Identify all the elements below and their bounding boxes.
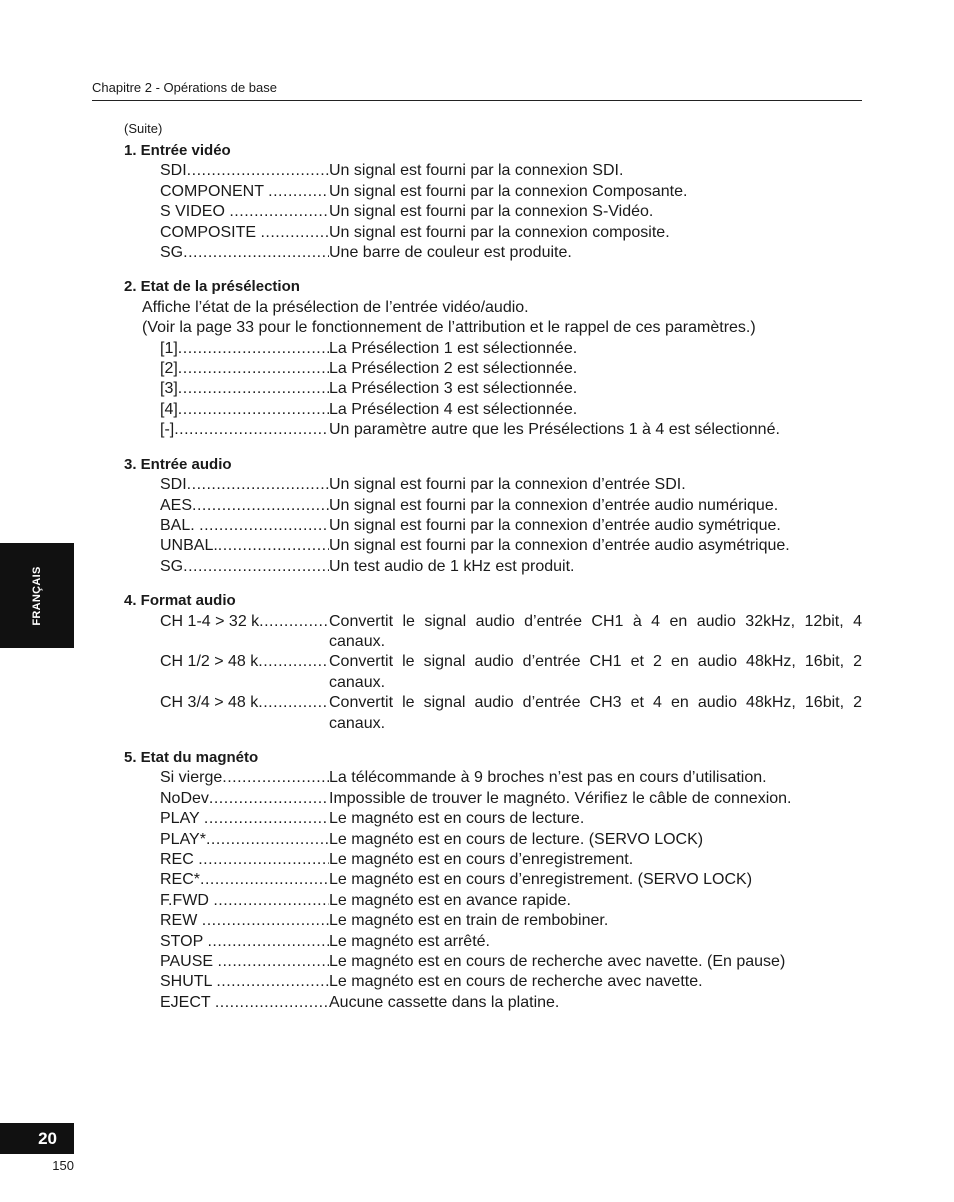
definition-desc: Un signal est fourni par la connexion d’entrée SDI. <box>329 476 686 494</box>
term-text: CH 1/2 > 48 k <box>160 653 259 671</box>
term-text: UNBAL. <box>160 537 218 555</box>
dot-leader <box>258 693 329 734</box>
definition-desc: La Présélection 3 est sélectionnée. <box>329 380 578 398</box>
definition-row <box>160 952 862 972</box>
definition-row <box>160 789 862 809</box>
definition-desc: La Présélection 4 est sélectionnée. <box>329 400 578 418</box>
definition-desc: Un signal est fourni par la connexion Composante. <box>329 182 688 200</box>
term-text: PLAY <box>160 810 204 828</box>
definition-term <box>160 536 329 556</box>
dot-leader <box>216 972 329 992</box>
dot-leader <box>207 932 329 952</box>
term-text: PLAY* <box>160 830 206 848</box>
definition-row <box>160 420 862 440</box>
section-intro: Affiche l’état de la présélection de l’entrée vidéo/audio. <box>142 298 529 316</box>
dot-leader <box>198 850 329 870</box>
term-text: BAL. <box>160 516 200 534</box>
definition-row <box>160 652 862 693</box>
document-body <box>124 121 862 1027</box>
dot-leader <box>187 475 329 495</box>
dot-leader <box>268 182 329 202</box>
section-5 <box>124 748 862 1013</box>
definition-row <box>160 223 862 243</box>
definition-row <box>160 612 862 653</box>
definition-row <box>160 339 862 359</box>
term-text: COMPONENT <box>160 182 269 200</box>
definition-desc: Un signal est fourni par la connexion d’entrée audio numérique. <box>329 496 779 514</box>
definition-desc: Un signal est fourni par la connexion composite. <box>329 223 670 241</box>
definition-desc: Un paramètre autre que les Présélections 1 à 4 est sélectionné. <box>329 421 780 439</box>
section-title: 2. Etat de la présélection <box>124 278 300 296</box>
term-text: AES <box>160 496 193 514</box>
definition-desc: Impossible de trouver le magnéto. Vérifiez le câble de connexion. <box>329 789 792 807</box>
definition-row <box>160 993 862 1013</box>
definition-term <box>160 420 329 440</box>
term-text: Si vierge <box>160 769 223 787</box>
section-3 <box>124 455 862 577</box>
definition-row <box>160 693 862 734</box>
definition-desc: Le magnéto est en cours de recherche avec navette. (En pause) <box>329 953 786 971</box>
definition-desc: Le magnéto est arrêté. <box>329 932 490 950</box>
definition-term <box>160 911 329 931</box>
definition-row <box>160 809 862 829</box>
dot-leader <box>222 768 329 788</box>
definition-row <box>160 891 862 911</box>
language-tab <box>0 543 74 648</box>
section-title: 3. Entrée audio <box>124 455 232 473</box>
term-text: F.FWD <box>160 891 214 909</box>
dot-leader <box>192 496 329 516</box>
section-4 <box>124 591 862 734</box>
definition-term <box>160 891 329 911</box>
term-text: COMPOSITE <box>160 223 261 241</box>
definition-term <box>160 952 329 972</box>
definition-term <box>160 932 329 952</box>
definition-term <box>160 693 329 734</box>
dot-leader <box>218 536 329 556</box>
definition-row <box>160 850 862 870</box>
dot-leader <box>218 952 330 972</box>
definition-term <box>160 339 329 359</box>
definition-desc: Le magnéto est en cours de recherche avec navette. <box>329 973 703 991</box>
definition-term <box>160 243 329 263</box>
definition-row <box>160 182 862 202</box>
definition-term <box>160 972 329 992</box>
definition-desc: Le magnéto est en avance rapide. <box>329 891 571 909</box>
definition-term <box>160 202 329 222</box>
definition-desc: Aucune cassette dans la platine. <box>329 993 560 1011</box>
definition-row <box>160 161 862 181</box>
dot-leader <box>187 161 329 181</box>
definition-term <box>160 475 329 495</box>
term-text: CH 1-4 > 32 k <box>160 612 260 630</box>
definition-desc: La télécommande à 9 broches n’est pas en cours d’utilisation. <box>329 769 767 787</box>
dot-leader <box>174 420 329 440</box>
dot-leader <box>178 400 329 420</box>
term-text: NoDev <box>160 789 209 807</box>
definition-term <box>160 557 329 577</box>
definition-term <box>160 768 329 788</box>
section-intro: (Voir la page 33 pour le fonctionnement de l’attribution et le rappel de ces paramètres.) <box>142 319 756 337</box>
definition-term <box>160 870 329 890</box>
definition-row <box>160 400 862 420</box>
section-title: 1. Entrée vidéo <box>124 142 231 159</box>
term-text: SDI <box>160 162 187 180</box>
definition-row <box>160 932 862 952</box>
definition-desc: Le magnéto est en train de rembobiner. <box>329 912 609 930</box>
term-text: PAUSE <box>160 953 218 971</box>
definition-row <box>160 870 862 890</box>
term-text: SG <box>160 557 184 575</box>
dot-leader <box>200 870 329 890</box>
definition-row <box>160 911 862 931</box>
page-number: 20 <box>0 1123 74 1154</box>
definition-row <box>160 768 862 788</box>
dot-leader <box>229 202 329 222</box>
definition-term <box>160 809 329 829</box>
section-1 <box>124 141 862 263</box>
dot-leader <box>199 516 329 536</box>
term-text: REC <box>160 851 199 868</box>
page-sub-number: 150 <box>52 1158 74 1173</box>
dot-leader <box>178 339 329 359</box>
definition-row <box>160 496 862 516</box>
definition-term <box>160 223 329 243</box>
definition-row <box>160 830 862 850</box>
definition-term <box>160 830 329 850</box>
term-text: STOP <box>160 932 208 950</box>
definition-desc: Convertit le signal audio d’entrée CH1 et 2 en audio 48kHz, 16bit, 2 canaux. <box>329 653 862 691</box>
term-text: [-] <box>160 421 175 439</box>
definition-term <box>160 161 329 181</box>
definition-term <box>160 496 329 516</box>
definition-row <box>160 972 862 992</box>
term-text: REC* <box>160 871 201 889</box>
dot-leader <box>183 557 329 577</box>
term-text: REW <box>160 912 202 930</box>
dot-leader <box>202 911 329 931</box>
term-text: [3] <box>160 380 178 398</box>
term-text: SDI <box>160 476 187 494</box>
definition-term <box>160 789 329 809</box>
definition-term <box>160 182 329 202</box>
definition-row <box>160 243 862 263</box>
definition-row <box>160 557 862 577</box>
dot-leader <box>259 612 329 653</box>
continued-label: (Suite) <box>124 121 163 136</box>
dot-leader <box>178 359 329 379</box>
section-title: 5. Etat du magnéto <box>124 748 259 766</box>
definition-term <box>160 850 329 870</box>
section-title: 4. Format audio <box>124 592 236 610</box>
definition-desc: Un signal est fourni par la connexion S-Vidéo. <box>329 203 654 221</box>
definition-desc: Un signal est fourni par la connexion d’entrée audio symétrique. <box>329 516 781 534</box>
definition-row <box>160 202 862 222</box>
language-tab-label: FRANÇAIS <box>31 565 43 626</box>
definition-desc: Le magnéto est en cours de lecture. (SERVO LOCK) <box>329 830 704 848</box>
definition-desc: Le magnéto est en cours de lecture. <box>329 810 585 828</box>
definition-row <box>160 536 862 556</box>
definition-term <box>160 516 329 536</box>
dot-leader <box>206 830 329 850</box>
definition-desc: Un signal est fourni par la connexion SDI. <box>329 162 624 180</box>
definition-desc: Le magnéto est en cours d’enregistrement. <box>329 851 634 868</box>
term-text: S VIDEO <box>160 203 230 221</box>
section-2 <box>124 277 862 440</box>
definition-term <box>160 652 329 693</box>
definition-term <box>160 379 329 399</box>
definition-term <box>160 612 329 653</box>
chapter-header: Chapitre 2 - Opérations de base <box>92 80 862 101</box>
dot-leader <box>260 223 329 243</box>
definition-row <box>160 379 862 399</box>
definition-term <box>160 400 329 420</box>
definition-desc: Un signal est fourni par la connexion d’entrée audio asymétrique. <box>329 537 790 555</box>
definition-desc: La Présélection 1 est sélectionnée. <box>329 339 578 357</box>
term-text: EJECT <box>160 993 215 1011</box>
term-text: SG <box>160 244 184 262</box>
definition-desc: Convertit le signal audio d’entrée CH1 à 4 en audio 32kHz, 12bit, 4 canaux. <box>329 612 862 650</box>
term-text: CH 3/4 > 48 k <box>160 694 259 712</box>
definition-row <box>160 516 862 536</box>
term-text: [2] <box>160 360 178 378</box>
dot-leader <box>183 243 329 263</box>
definition-desc: Un test audio de 1 kHz est produit. <box>329 557 575 575</box>
definition-desc: La Présélection 2 est sélectionnée. <box>329 360 578 378</box>
dot-leader <box>204 809 329 829</box>
definition-desc: Convertit le signal audio d’entrée CH3 et 4 en audio 48kHz, 16bit, 2 canaux. <box>329 694 862 732</box>
definition-row <box>160 475 862 495</box>
term-text: SHUTL <box>160 973 217 991</box>
definition-row <box>160 359 862 379</box>
definition-term <box>160 993 329 1013</box>
dot-leader <box>213 891 329 911</box>
definition-term <box>160 359 329 379</box>
term-text: [1] <box>160 339 178 357</box>
term-text: [4] <box>160 400 178 418</box>
dot-leader <box>178 379 329 399</box>
dot-leader <box>215 993 329 1013</box>
definition-desc: Le magnéto est en cours d’enregistrement. (SERVO LOCK) <box>329 871 753 889</box>
dot-leader <box>258 652 329 693</box>
dot-leader <box>209 789 329 809</box>
definition-desc: Une barre de couleur est produite. <box>329 244 572 262</box>
